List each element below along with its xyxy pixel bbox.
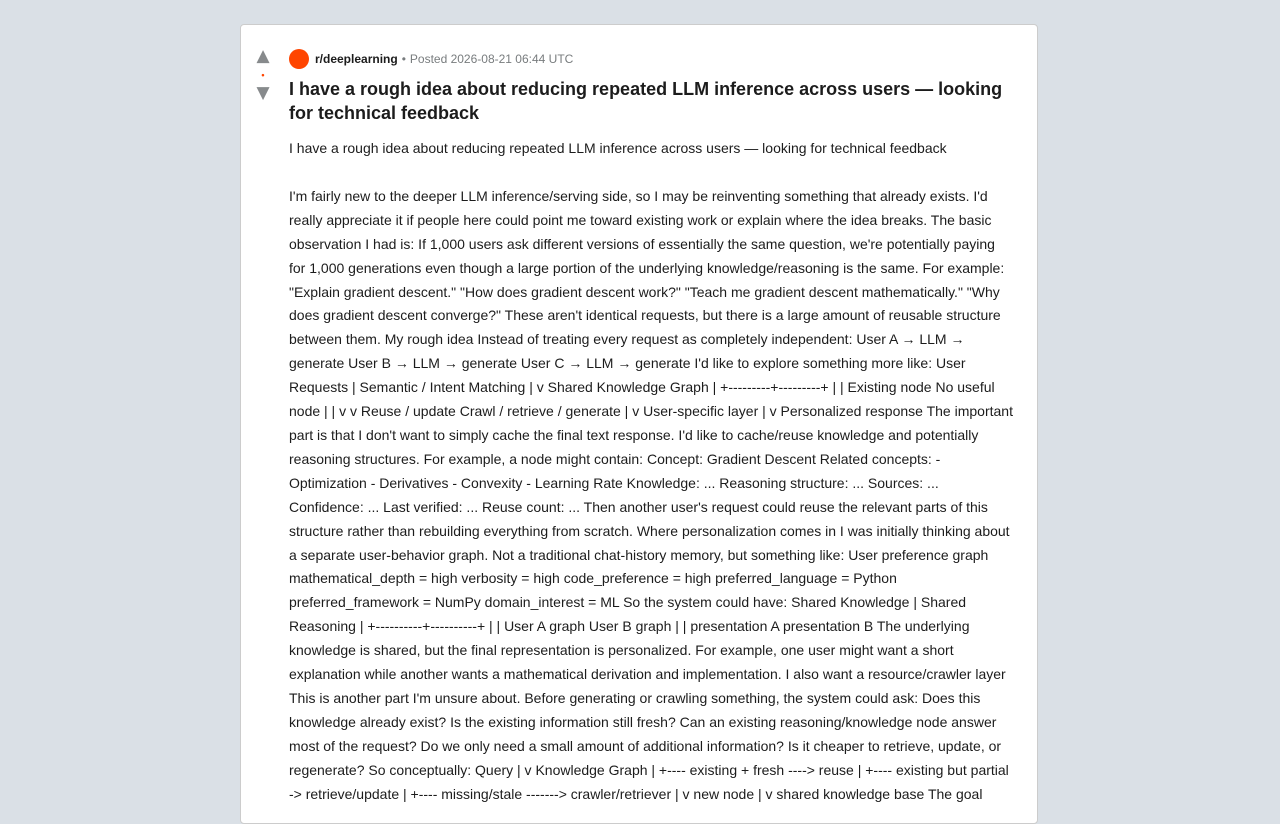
post-timestamp: Posted 2026-08-21 06:44 UTC — [409, 52, 574, 66]
subreddit-avatar-icon[interactable] — [289, 49, 309, 69]
post-meta — [289, 49, 1015, 69]
body-paragraph: I'm fairly new to the deeper LLM inference/serving side, so I may be reinventing something that already exists. I'd really appreciate it if people here could point me toward existing work or explain where the idea breaks. The basic observation I had is: If 1,000 users ask different versions of essentially the same question, we're potentially paying for 1,000 generations even though a large portion of the underlying knowledge/reasoning is the same. For example: "Explain gradient descent." "How does gradient descent work?" "Teach me gradient descent mathematically." "Why does gradient descent converge?" These aren't identical requests, but there is a large amount of reusable structure between them. My rough idea Instead of treating every request as completely independent: User A → LLM → generate User B → LLM → generate User C → LLM → generate I'd like to explore something more like: User Requests | Semantic / Intent Matching | v Shared Knowledge Graph | +---------+---------+ | | Existing node No useful node | | v v Reuse / update Crawl / retrieve / generate | v User-specific layer | v Personalized response The important part is that I don't want to simply cache the final text response. I'd like to cache/reuse knowledge and potentially reasoning structures. For example, a node might contain: Concept: Gradient Descent Related concepts: - Optimization - Derivatives - Convexity - Learning Rate Knowledge: ... Reasoning structure: ... Sources: ... Confidence: ... Last verified: ... Reuse count: ... Then another user's request could reuse the relevant parts of this structure rather than rebuilding everything from scratch. Where personalization comes in I was initially thinking about a separate user-behavior graph. Not a traditional chat-history memory, but something like: User preference graph mathematical_depth = high verbosity = high code_preference = high preferred_language = Python preferred_framework = NumPy domain_interest = ML So the system could have: Shared Knowledge | Shared Reasoning | +----------+----------+ | | User A graph User B graph | | presentation A presentation B The underlying knowledge is shared, but the final representation is personalized. For example, one user might want a short explanation while another wants a mathematical derivation and implementation. I also want a resource/crawler layer This is another part I'm unsure about. Before generating or crawling something, the system could ask: Does this knowledge already exist? Is the existing information still fresh? Can an existing reasoning/knowledge node answer most of the request? Do we only need a small amount of additional information? Is it cheaper to retrieve, update, or regenerate? So conceptually: Query | v Knowledge Graph | +---- existing + fresh ----> reuse | +---- existing but partial -> retrieve/update | +---- missing/stale -------> crawler/retriever | v new node | v shared knowledge base The goal — [289, 187, 1013, 802]
post-card — [240, 24, 1038, 824]
downvote-arrow-icon[interactable]: ▼ — [256, 83, 270, 103]
meta-separator: • — [401, 52, 406, 66]
post-content — [289, 49, 1015, 824]
body-paragraph: I have a rough idea about reducing repeated LLM inference across users — looking for technical feedback — [289, 140, 947, 156]
post-body — [289, 137, 1015, 806]
vote-column — [241, 47, 285, 103]
vote-score: • — [261, 70, 265, 80]
upvote-arrow-icon[interactable]: ▲ — [256, 46, 270, 66]
subreddit-link[interactable]: r/deeplearning — [315, 52, 398, 66]
post-title[interactable]: I have a rough idea about reducing repeated LLM inference across users — looking for technical feedback — [289, 79, 1003, 123]
